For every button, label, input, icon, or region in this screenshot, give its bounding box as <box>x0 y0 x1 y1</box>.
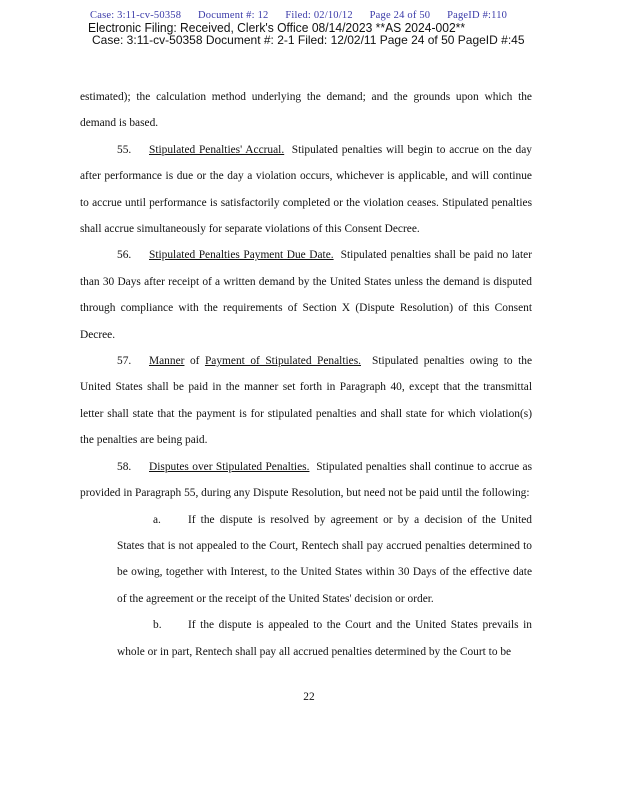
paragraph-57 <box>80 348 532 454</box>
paragraph-text: Stipulated penalties owing to the United States shall be paid in the manner set forth in Paragraph 40, except that the transmittal letter shall state that the payment is for stipulated penalties and shall state for which violation(s) the penalties are being paid. <box>80 355 532 447</box>
paragraph-58 <box>80 454 532 507</box>
stamp-case: Case: 3:11-cv-50358 <box>90 10 182 21</box>
subparagraph-a <box>80 507 532 613</box>
paragraph-56 <box>80 242 532 348</box>
paragraph-title: Disputes over Stipulated Penalties. <box>149 460 310 473</box>
subparagraph-text: If the dispute is appealed to the Court and the United States prevails in whole or in part, Rentech shall pay all accrued penalties determined by the Court to be <box>117 619 532 658</box>
paragraph-title-part: of <box>184 355 205 368</box>
paragraph-text: Stipulated penalties shall be paid no later than 30 Days after receipt of a written demand by the United States unless the demand is disputed through compliance with the requirements of Section X (Dispute Resolution) of this Consent Decree. <box>80 249 532 341</box>
electronic-filing-notice: Electronic Filing: Received, Clerk's Office 08/14/2023 **AS 2024-002** <box>88 20 466 35</box>
paragraph-title-part: Manner <box>149 355 185 368</box>
paragraph-title: Stipulated Penalties Payment Due Date. <box>149 249 334 262</box>
paragraph-number: 55. <box>117 143 132 156</box>
document-body <box>80 84 532 665</box>
paragraph-number: 58. <box>117 460 132 473</box>
paragraph-title-part: Payment of Stipulated Penalties. <box>204 355 361 368</box>
paragraph-number: 57. <box>117 355 132 368</box>
continuation-text: estimated); the calculation method underlying the demand; and the grounds upon which the demand is based. <box>80 91 532 130</box>
paragraph-text: Stipulated penalties shall continue to accrue as provided in Paragraph 55, during any Dispute Resolution, but need not be paid until the following: <box>80 460 532 500</box>
stamp-document: Document #: 12 <box>198 10 269 21</box>
stamp-page: Page 24 of 50 <box>369 10 431 21</box>
subparagraph-text: If the dispute is resolved by agreement or by a decision of the United States that is not appealed to the Court, Rentech shall pay accrued penalties determined to be owing, together with Interest, to the United States within 30 Days of the effective date of the agreement or the receipt of the United States' decision or order. <box>117 513 532 605</box>
paragraph-title: Stipulated Penalties' Accrual. <box>149 143 285 156</box>
stamp-pageid: PageID #:110 <box>447 10 508 21</box>
paragraph-number: 56. <box>117 249 132 262</box>
subparagraph-letter: b. <box>153 619 162 632</box>
subparagraph-b <box>80 612 532 665</box>
subparagraph-letter: a. <box>153 513 161 526</box>
paragraph-55 <box>80 137 532 243</box>
case-header-line: Case: 3:11-cv-50358 Document #: 2-1 Filed: 12/02/11 Page 24 of 50 PageID #:45 <box>92 33 525 47</box>
page-number: 22 <box>303 691 315 703</box>
stamp-filed: Filed: 02/10/12 <box>285 10 353 21</box>
paragraph-text: Stipulated penalties will begin to accrue on the day after performance is due or the day a violation occurs, whichever is applicable, and will continue to accrue until performance is satisfactorily completed or the violation ceases. Stipulated penalties shall accrue simultaneously for separate violations of this Consent Decree. <box>80 143 532 236</box>
